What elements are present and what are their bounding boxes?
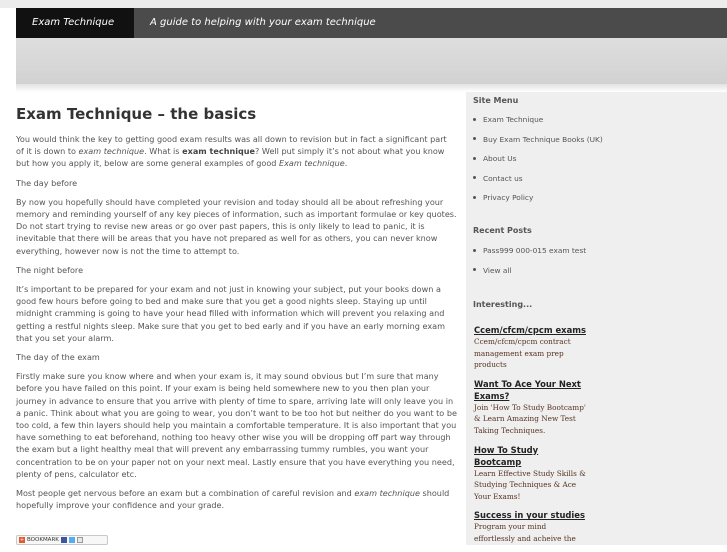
ad-block xyxy=(474,378,586,437)
site-menu-item[interactable] xyxy=(473,173,603,193)
ad-title-link[interactable]: How To Study Bootcamp xyxy=(474,444,539,467)
menu-label: Contact us xyxy=(483,173,523,183)
header-shadow xyxy=(16,84,727,92)
recent-post-label: View all xyxy=(483,265,512,275)
twitter-icon xyxy=(69,537,75,543)
recent-post-label: Pass999 000-015 exam test xyxy=(483,246,587,255)
sponsored-links xyxy=(474,324,586,552)
paragraph-night-before: It’s important to be prepared for your exam and not just in knowing your subject, put your books down a good few hours before going to bed and make sure that you get a good nights sleep. Staying up until midnight cramming is going to have your head filled with information which will prevent you relaxing and getting a restful nights sleep. Make sure that you get to bed early and if you have an early morning exam that you set your alarm. xyxy=(16,284,445,343)
intro-emphasis-2: Exam technique xyxy=(279,158,345,169)
recent-post-item[interactable] xyxy=(473,245,586,265)
bullet-icon xyxy=(473,118,476,121)
ad-title-link[interactable]: Want To Ace Your Next Exams? xyxy=(474,378,581,401)
site-menu xyxy=(473,114,603,212)
intro-emphasis: exam technique xyxy=(78,146,145,157)
intro-text-d: . xyxy=(344,158,348,169)
facebook-icon xyxy=(61,537,67,543)
bullet-icon xyxy=(473,249,476,252)
paragraph-day-before: By now you hopefully should have completed your revision and today should all be about refreshing your memory and reminding yourself of any key pieces of information, such as important formulae or key quotes. Do not start trying to revise new areas or go over past papers, this is only likely to lead to panic, it is inevitable that there will be areas that you have not prepared as well for as others, you can never know everything, however now is not the time to attempt to. xyxy=(16,196,457,256)
menu-label: Buy Exam Technique Books (UK) xyxy=(483,134,603,144)
site-menu-item[interactable] xyxy=(473,114,603,134)
email-icon xyxy=(77,537,83,543)
ad-title-link[interactable]: Ccem/cfcm/cpcm exams xyxy=(474,325,586,335)
site-menu-item[interactable] xyxy=(473,134,603,154)
intro-text-c: ? Well put simply it’s not about what you know but how you apply it, below are some general examples of good xyxy=(16,146,445,169)
menu-label: Privacy Policy xyxy=(483,193,534,202)
bullet-icon xyxy=(473,176,476,179)
bookmark-label: BOOKMARK xyxy=(27,537,59,543)
intro-text-b: . What is xyxy=(144,146,183,157)
site-tagline: A guide to helping with your exam technique xyxy=(150,17,376,28)
ad-block xyxy=(474,444,586,503)
interesting-title: Interesting... xyxy=(473,300,533,309)
recent-posts-title: Recent Posts xyxy=(473,226,532,235)
top-strip xyxy=(0,0,727,8)
bullet-icon xyxy=(473,137,476,140)
closing-text-a: Most people get nervous before an exam but a combination of careful revision and xyxy=(16,488,355,499)
recent-posts xyxy=(473,245,586,284)
intro-text-a: You would think the key to getting good exam results was all down to revision but in fact a significant part of it is down to xyxy=(16,134,447,157)
site-menu-title: Site Menu xyxy=(473,96,519,105)
site-menu-item[interactable] xyxy=(473,192,603,212)
plus-icon: + xyxy=(19,536,25,543)
ad-body: Learn Effective Study Skills & Studying Techniques & Ace Your Exams! xyxy=(474,468,586,501)
article xyxy=(16,100,457,518)
intro-bold: exam technique xyxy=(182,146,256,157)
section-heading-day-before: The day before xyxy=(16,177,78,188)
site-title-link[interactable]: Exam Technique xyxy=(16,8,134,38)
ad-block xyxy=(474,509,586,544)
recent-post-item[interactable] xyxy=(473,265,586,285)
section-heading-night-before: The night before xyxy=(16,264,84,275)
section-heading-day-of-exam: The day of the exam xyxy=(16,352,100,363)
bullet-icon xyxy=(473,157,476,160)
menu-label: About Us xyxy=(483,154,517,163)
paragraph-day-of-exam: Firstly make sure you know where and when your exam is, it may sound obvious but I’m sure that many before you have failed on this point. If your exam is being held somewhere new to you then plan your journey in advance to ensure that you arrive with plenty of time to spare, arriving late will only leave you in a panic. Think about what you are going to wear, you don’t want to be too hot but neither do you want to be too cold, a few thin layers should help you maintain a comfortable temperature. It is also important that you have something to eat beforehand, nothing too heavy other wise you will be dropping off part way through the exam but a light healthy meal that will prevent any embarrassing tummy rumbles, you want your concentration to be on your paper not on your next meal. Lastly ensure that you have everything you need, plenty of pens, calculator etc. xyxy=(16,371,457,479)
menu-label: Exam Technique xyxy=(483,115,544,124)
closing-text-b: should hopefully improve your confidence and your grade. xyxy=(16,488,450,511)
article-intro xyxy=(16,133,457,170)
ad-body: Program your mind effortlessly and acheive the xyxy=(474,522,576,543)
bookmark-button[interactable] xyxy=(16,535,108,545)
ad-title-link[interactable]: Success in your studies xyxy=(474,510,585,521)
site-header xyxy=(16,8,727,38)
site-menu-item[interactable] xyxy=(473,153,603,173)
ad-block xyxy=(474,324,586,371)
header-band xyxy=(16,38,727,85)
bullet-icon xyxy=(473,196,476,199)
closing-emphasis: exam technique xyxy=(354,488,420,499)
bullet-icon xyxy=(473,268,476,271)
article-title: Exam Technique – the basics xyxy=(16,105,257,123)
ad-body: Ccem/cfcm/cpcm contract management exam prep products xyxy=(474,337,571,370)
paragraph-closing xyxy=(16,487,457,511)
ad-body: Join 'How To Study Bootcamp' & Learn Amazing New Test Taking Techniques. xyxy=(474,402,586,435)
